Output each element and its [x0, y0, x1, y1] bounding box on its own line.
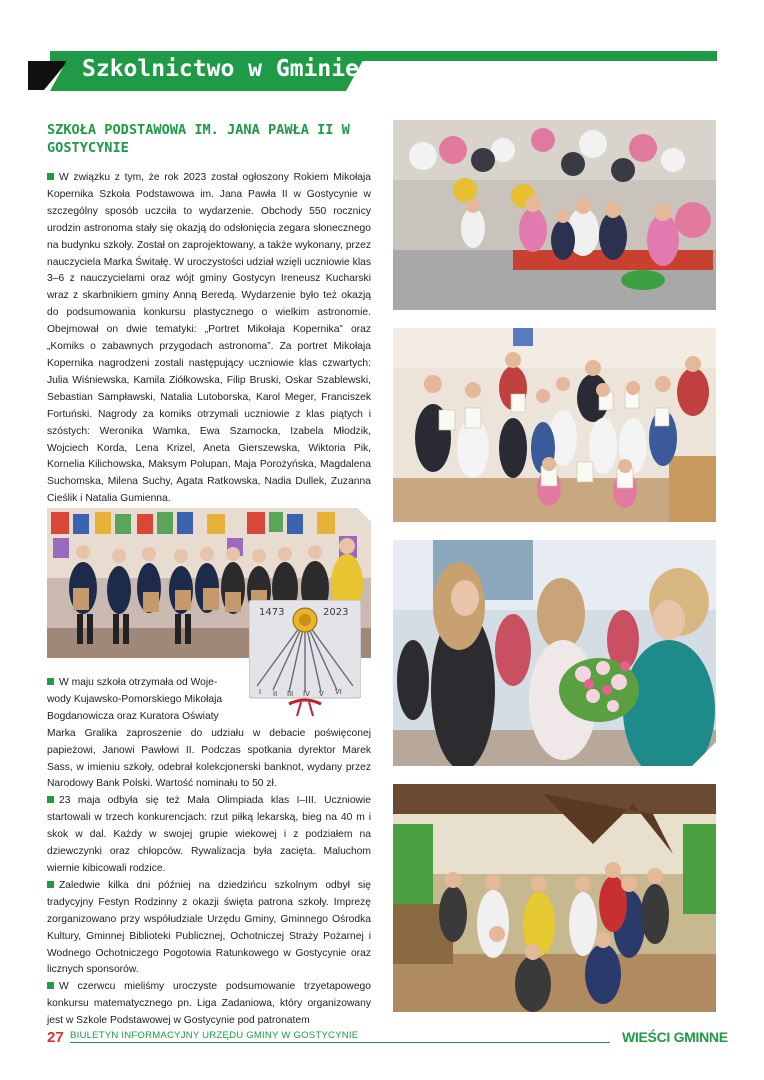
- svg-text:IV: IV: [303, 690, 310, 698]
- svg-text:V: V: [319, 690, 324, 698]
- section-title: Szkolnictwo w Gminie: [82, 56, 359, 82]
- svg-text:II: II: [273, 690, 278, 698]
- bullet-icon: [47, 982, 54, 989]
- bullet-icon: [47, 678, 54, 685]
- footer-bulletin: BIULETYN INFORMACYJNY URZĘDU GMINY W GOSTYCYNIE: [70, 1030, 359, 1041]
- footer-brand: WIEŚCI GMINNE: [622, 1029, 728, 1045]
- svg-text:VI: VI: [335, 688, 342, 696]
- article-paragraph-2: [47, 675, 371, 1030]
- paragraph-1-text: W związku z tym, że rok 2023 został ogłoszony Rokiem Mikołaja Kopernika Szkoła Podstawowa im. Jana Pawła II w Gostycynie w szczególny sposób uczciła to wydarzenie. Obchody 550 rocznicy urodzin astronoma stały się okazją do odsłonięcia zegara słonecznego na budynku szkoły. Został on zaprojektowany, a także wykonany, przez nauczyciela Marka Świtałę. W uroczystości udział wzięli uczniowie klas 3–6 z nauczycielami oraz wójt gminy Gostycyn Ireneusz Kucharski wraz z skarbnikiem gminy Anną Beredą. Wydarzenie było też okazją do podsumowania konkursu plastycznego o wielkim astronomie. Obejmował on dwie tematyki: „Portret Mikołaja Kopernika” oraz „Komiks o zabawnych przygodach astronoma”. Za portret Mikołaja Kopernika nagrodzeni zostali następujący uczniowie klas czwartych: Julia Wiśniewska, Kamila Ziółkowska, Filip Bruski, Oskar Szablewski, Sebastian Sampławski, Natalia Lutoborska, Karol Meger, Franciszek Fortuński. Nagrody za komiks otrzymali uczniowie z klas piątych i szóstych: Weronika Wamka, Ewa Szamocka, Izabela Młodzik, Wojciech Korda, Lena Krizel, Aneta Gierszewska, Wiktoria Pik, Kornelia Kilichowska, Maksym Polupan, Maja Porożyńska, Magdalena Suchomska, Milena Suchy, Agata Ratkowska, Nadia Dullek, Zuzanna Cieślik i Natalia Gumienna.: [47, 172, 371, 505]
- photo-students-outdoor: [393, 120, 716, 310]
- article-paragraph-1: [47, 170, 371, 508]
- article-title: SZKOŁA PODSTAWOWA IM. JANA PAWŁA II W GOSTYCYNIE: [47, 122, 350, 156]
- svg-text:I: I: [259, 688, 262, 696]
- bullet-icon: [47, 881, 54, 888]
- footer-rule: [70, 1042, 610, 1043]
- sundial-year-left: 1473: [259, 607, 285, 618]
- bullet-icon: [47, 173, 54, 180]
- may-line-2: wody Kujawsko-Pomorskiego Mikołaja: [47, 693, 223, 705]
- may-text: Marka Gralika zaproszenie do udziału w debacie poświęconej papieżowi, Janowi Pawłowi II. Podczas spotkania dyrektor Marek Sass, w imieniu szkoły, odebrał kolekcjonerski banknot, wydany przez Narodowy Bank Polski. Wartość nominału to 50 zł.: [47, 727, 371, 790]
- may-line-1: W maju szkoła otrzymała od Woje-: [59, 677, 218, 688]
- bullet-icon: [47, 796, 54, 803]
- festival-text: Zaledwie kilka dni później na dziedzińcu szkolnym odbył się tradycyjny Festyn Rodzinny z okazji święta patrona szkoły. Imprezę zorganizowano przy współudziale Urzędu Gminy, Gminnego Ośrodka Kultury, Gminnej Biblioteki Publicznej, Ochotniczej Straży Pożarnej i Wodnego Ochotniczego Pogotowia Ratunkowego w Gostycynie oraz licznych sponsorów.: [47, 879, 371, 976]
- olympiad-text: 23 maja odbyła się też Mała Olimpiada klas I–III. Uczniowie startowali w trzech konkurencjach: rzut piłką lekarską, bieg na 40 m i skok w dal. Każdy w swojej grupie wiekowej i z podziałem na dziewczynki oraz chłopców. Rywalizacja była zacięta. Maluchom wiernie kibicowali rodzice.: [47, 795, 371, 874]
- june-text: W czerwcu mieliśmy uroczyste podsumowanie trzyetapowego konkursu matematycznego pn. Liga Zadaniowa, który organizowany jest w Szkole Podstawowej w Gostycynie pod patronatem: [47, 981, 371, 1027]
- page-number: 27: [47, 1029, 64, 1046]
- sundial-year-right: 2023: [323, 607, 349, 618]
- may-line-3: Bogdanowicza oraz Kuratora Oświaty: [47, 710, 219, 722]
- photo-flowers-presentation: [393, 540, 716, 766]
- svg-text:III: III: [287, 690, 294, 698]
- photo-students-museum: [393, 784, 716, 1012]
- photo-students-diplomas: [393, 328, 716, 522]
